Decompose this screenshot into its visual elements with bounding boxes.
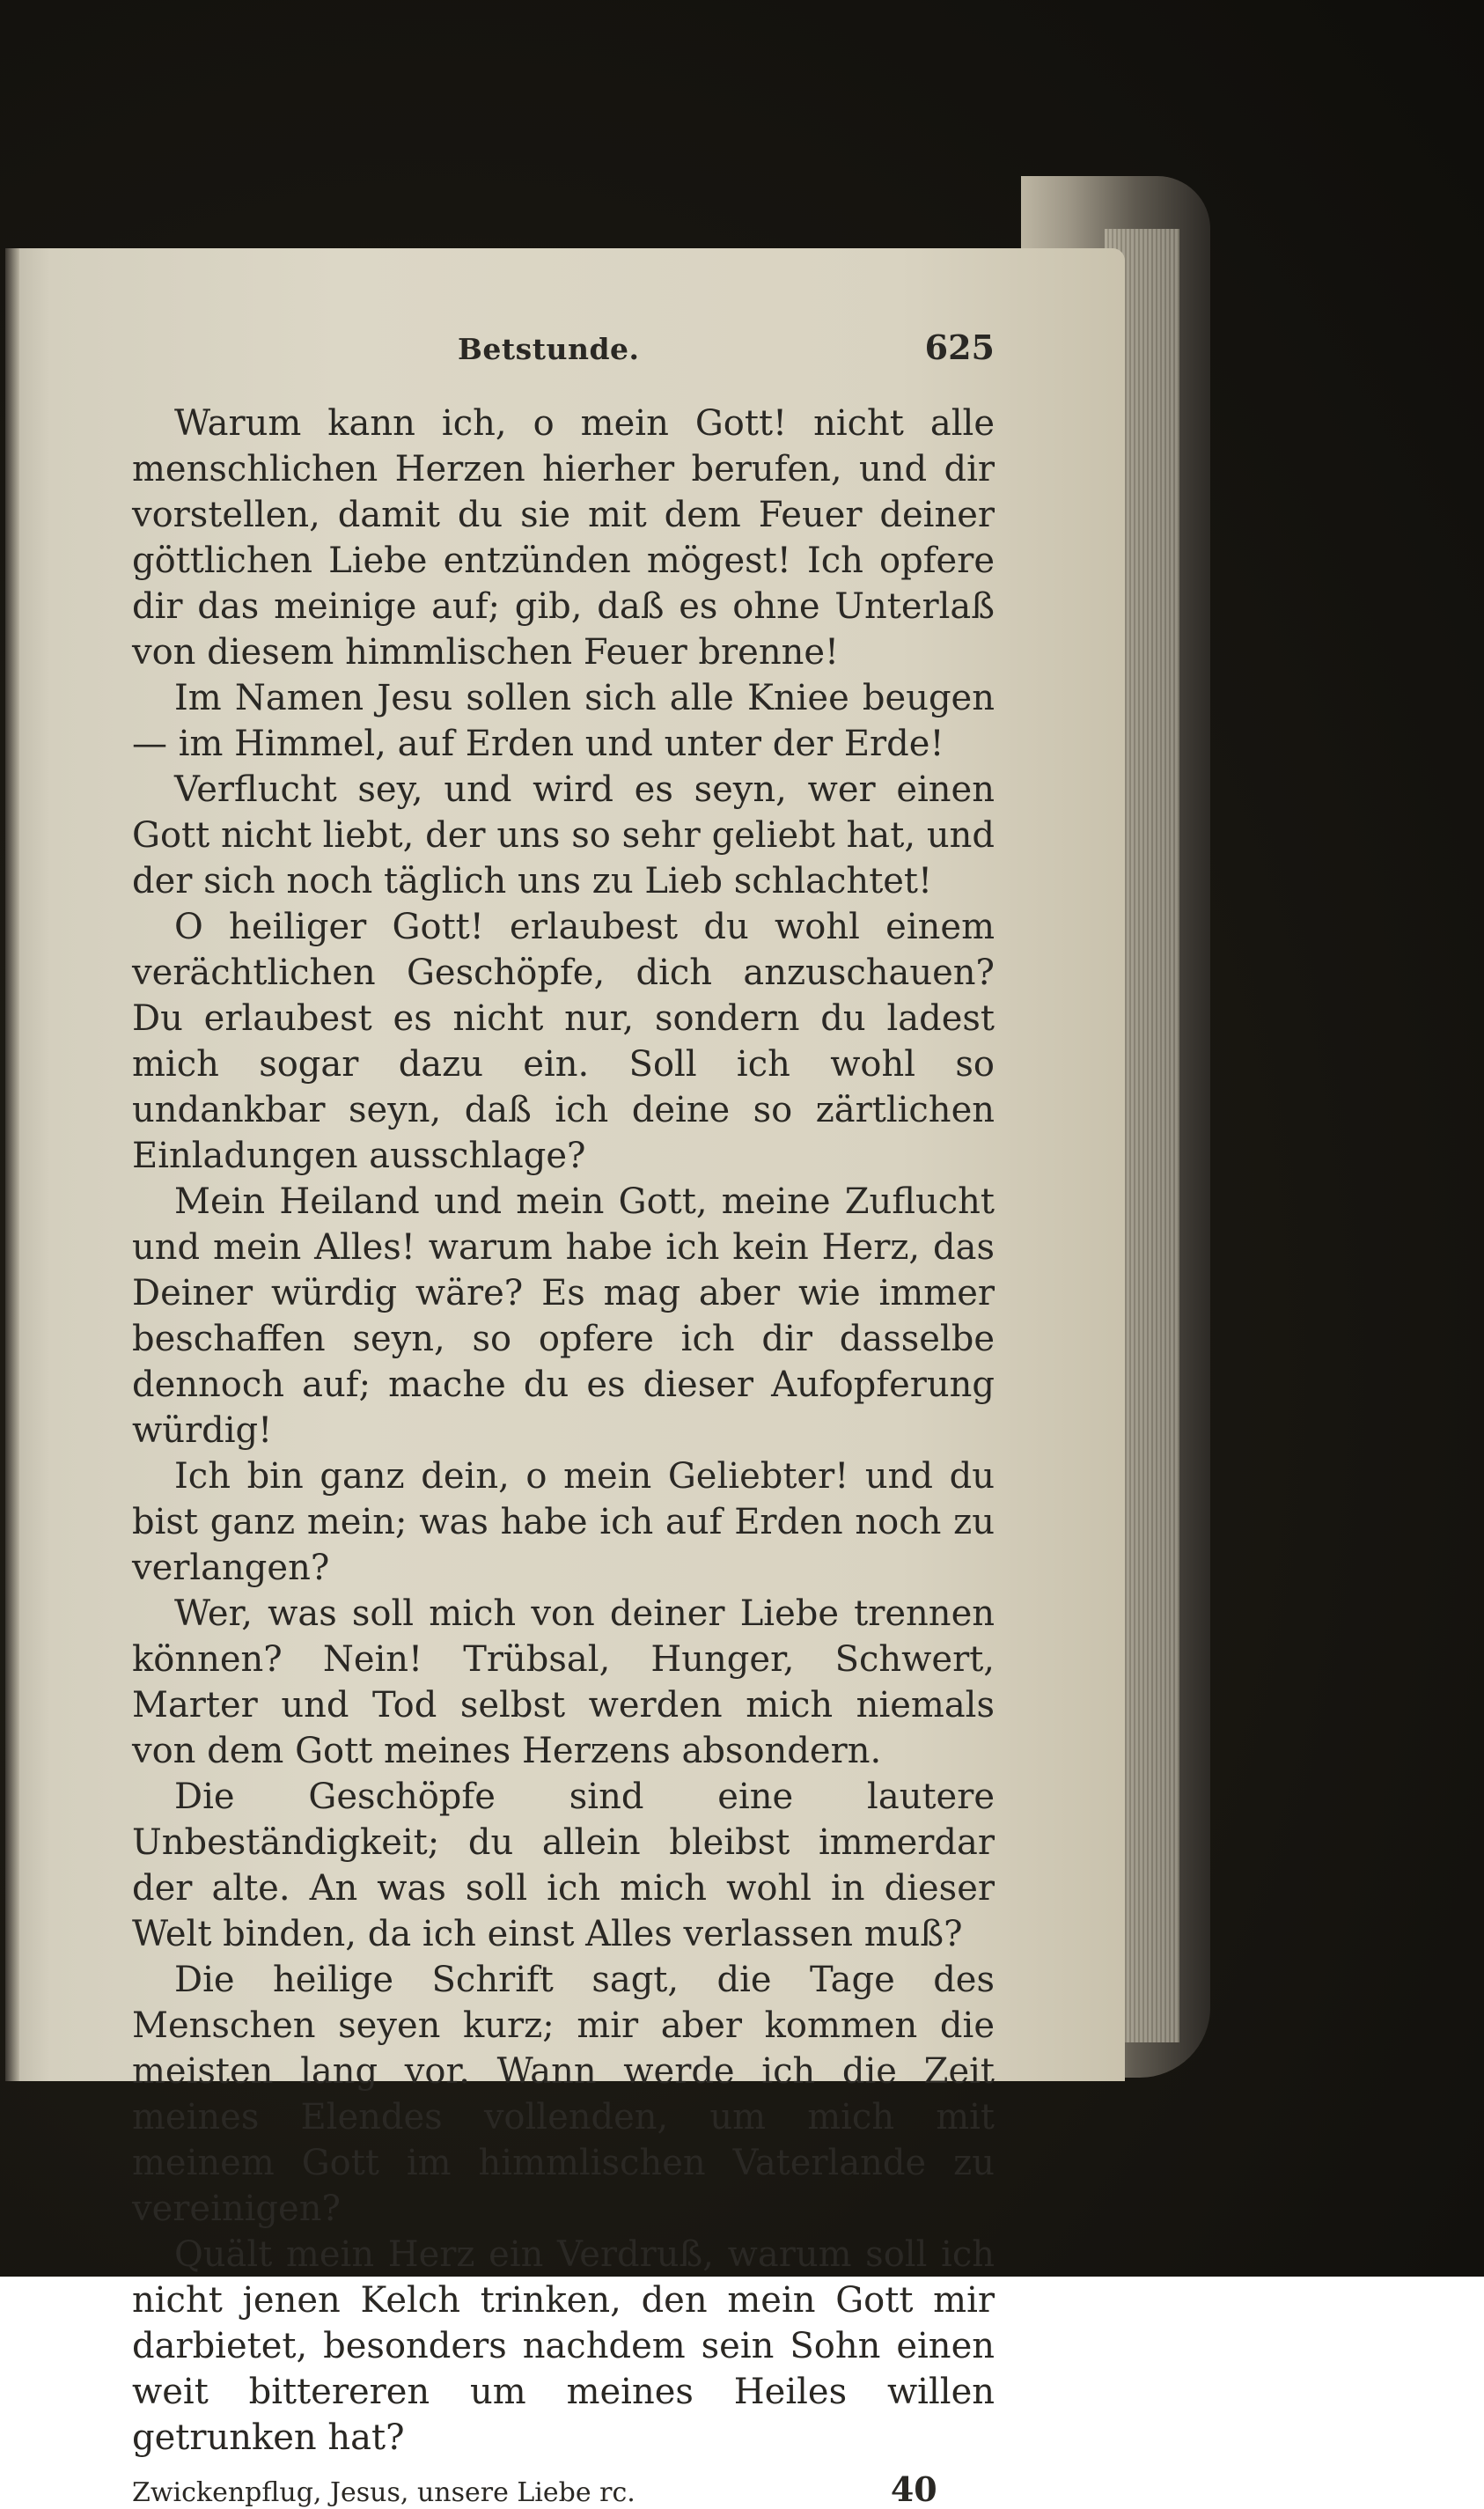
- page-gutter: [5, 248, 19, 2081]
- page-footer: [132, 2469, 995, 2509]
- sheet-number: 40: [890, 2469, 937, 2509]
- paragraph-6: Ich bin ganz dein, o mein Geliebter! und du bist ganz mein; was habe ich auf Erden noch zu verlangen?: [132, 1456, 995, 1588]
- paragraph-3: Verflucht sey, und wird es seyn, wer einen Gott nicht liebt, der uns so sehr geliebt hat, und der sich noch täglich uns zu Lieb schlachtet!: [132, 769, 995, 901]
- paragraph-5: Mein Heiland und mein Gott, meine Zuflucht und mein Alles! warum habe ich kein Herz, das Deiner würdig wäre? Es mag aber wie immer beschaffen seyn, so opfere ich dir dasselbe dennoch auf; mache du es dieser Aufopferung würdig!: [132, 1181, 995, 1451]
- paragraph-9: Die heilige Schrift sagt, die Tage des Menschen seyen kurz; mir aber kommen die meisten lang vor. Wann werde ich die Zeit meines Elendes vollenden, um mich mit meinem Gott im himmlischen Vaterlande zu vereinigen?: [132, 1960, 995, 2229]
- page-header: [132, 327, 995, 367]
- paragraph-2: Im Namen Jesu sollen sich alle Kniee beugen — im Himmel, auf Erden und unter der Erde!: [132, 678, 995, 764]
- paragraph-10: Quält mein Herz ein Verdruß, warum soll ich nicht jenen Kelch trinken, den mein Gott mir darbietet, besonders nachdem sein Sohn einen weit bittereren um meines Heiles willen getrunken hat?: [132, 2234, 995, 2458]
- running-title: Betstunde.: [458, 332, 640, 366]
- paragraph-1: Warum kann ich, o mein Gott! nicht alle menschlichen Herzen hierher berufen, und dir vorstellen, damit du sie mit dem Feuer deiner göttlichen Liebe entzünden mögest! Ich opfere dir das meinige auf; gib, daß es ohne Unterlaß von diesem himmlischen Feuer brenne!: [132, 403, 995, 673]
- page-text-block: [132, 327, 995, 2509]
- paragraph-8: Die Geschöpfe sind eine lautere Unbeständigkeit; du allein bleibst immerdar der alte. An was soll ich mich wohl in dieser Welt binden, da ich einst Alles verlassen muß?: [132, 1777, 995, 1954]
- page-number: 625: [924, 327, 995, 367]
- signature-line: Zwickenpflug, Jesus, unsere Liebe rc.: [132, 2477, 635, 2508]
- paragraph-4: O heiliger Gott! erlaubest du wohl einem verächtlichen Geschöpfe, dich anzuschauen? Du erlaubest es nicht nur, sondern du ladest mich sogar dazu ein. Soll ich wohl so undankbar seyn, daß ich deine so zärtlichen Einladungen ausschlage?: [132, 907, 995, 1176]
- paragraph-7: Wer, was soll mich von deiner Liebe trennen können? Nein! Trübsal, Hunger, Schwert, Marter und Tod selbst werden mich niemals von dem Gott meines Herzens absondern.: [132, 1593, 995, 1771]
